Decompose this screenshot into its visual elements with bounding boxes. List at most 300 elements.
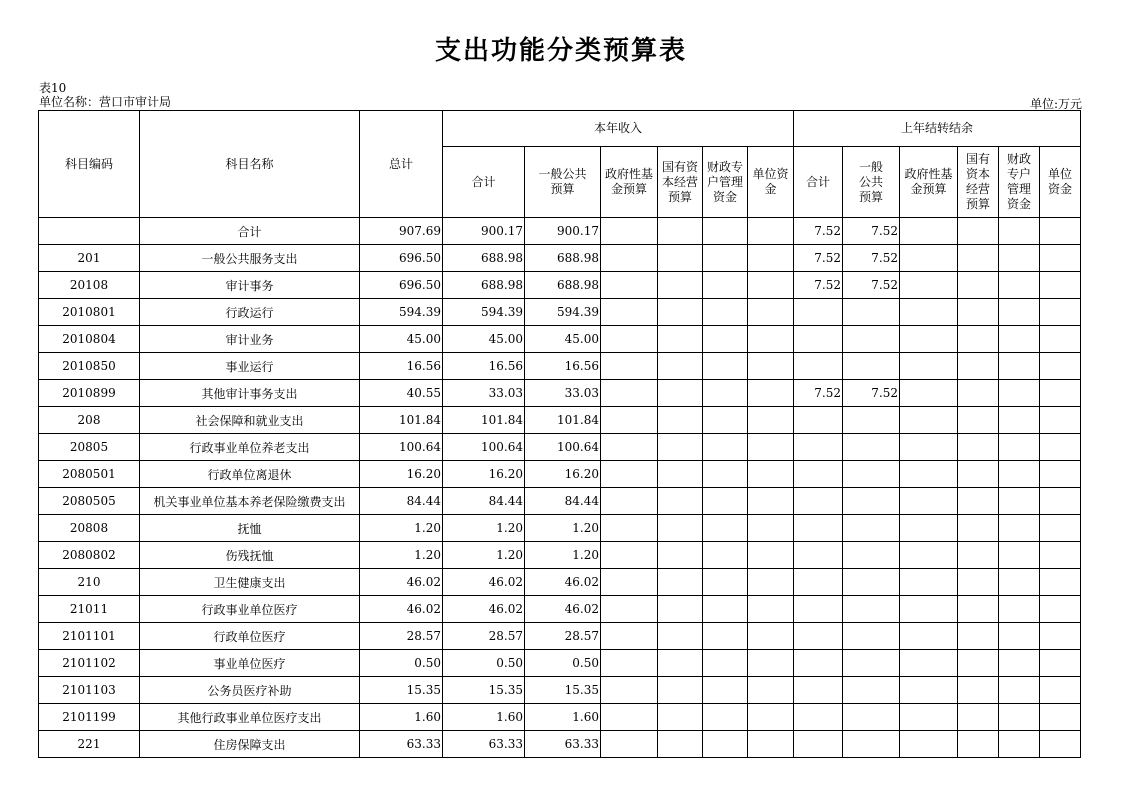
cell-current-unit-funds [748,704,794,731]
cell-current-sum: 0.50 [443,650,525,677]
header-total: 总计 [360,111,443,218]
cell-prior-state-capital [958,434,999,461]
cell-prior-unit-funds [1040,650,1081,677]
cell-current-general-budget: 46.02 [525,596,601,623]
cell-total: 63.33 [360,731,443,758]
cell-current-general-budget: 900.17 [525,218,601,245]
cell-total: 1.20 [360,542,443,569]
cell-code: 2101101 [39,623,140,650]
cell-current-special-account [703,650,748,677]
cell-current-special-account [703,461,748,488]
page-title: 支出功能分类预算表 [434,36,687,66]
cell-prior-general-budget [843,407,900,434]
cell-current-sum: 688.98 [443,245,525,272]
cell-current-fund-budget [601,299,658,326]
cell-current-special-account [703,731,748,758]
cell-prior-general-budget [843,353,900,380]
table-row [39,245,1081,272]
cell-prior-special-account [999,326,1040,353]
cell-prior-special-account [999,569,1040,596]
cell-prior-sum [794,488,843,515]
cell-name: 一般公共服务支出 [140,245,360,272]
cell-prior-general-budget [843,677,900,704]
cell-prior-state-capital [958,299,999,326]
cell-current-state-capital [658,353,703,380]
cell-prior-sum [794,596,843,623]
cell-prior-state-capital [958,596,999,623]
cell-name: 行政事业单位医疗 [140,596,360,623]
cell-current-unit-funds [748,596,794,623]
cell-code: 208 [39,407,140,434]
cell-current-general-budget: 33.03 [525,380,601,407]
cell-prior-state-capital [958,569,999,596]
header-prior-state-capital: 国有资本经营预算 [958,147,999,218]
cell-current-fund-budget [601,488,658,515]
cell-prior-fund-budget [900,704,958,731]
cell-prior-unit-funds [1040,299,1081,326]
table-row [39,434,1081,461]
cell-prior-fund-budget [900,623,958,650]
cell-current-unit-funds [748,569,794,596]
cell-current-state-capital [658,623,703,650]
cell-code: 221 [39,731,140,758]
cell-current-general-budget: 594.39 [525,299,601,326]
cell-prior-unit-funds [1040,677,1081,704]
cell-current-sum: 16.20 [443,461,525,488]
cell-prior-general-budget: 7.52 [843,245,900,272]
cell-prior-sum [794,434,843,461]
cell-current-general-budget: 84.44 [525,488,601,515]
cell-current-unit-funds [748,245,794,272]
cell-name: 行政事业单位养老支出 [140,434,360,461]
cell-prior-unit-funds [1040,434,1081,461]
cell-prior-state-capital [958,272,999,299]
cell-prior-unit-funds [1040,731,1081,758]
table-row [39,596,1081,623]
cell-prior-sum [794,515,843,542]
cell-code: 20805 [39,434,140,461]
header-current-sum: 合计 [443,147,525,218]
cell-prior-special-account [999,731,1040,758]
header-prior-special-account: 财政专户管理资金 [999,147,1040,218]
cell-current-general-budget: 16.20 [525,461,601,488]
cell-prior-sum: 7.52 [794,380,843,407]
cell-current-unit-funds [748,407,794,434]
cell-prior-general-budget [843,650,900,677]
header-code: 科目编码 [39,111,140,218]
cell-current-special-account [703,596,748,623]
cell-total: 594.39 [360,299,443,326]
cell-prior-special-account [999,677,1040,704]
cell-current-unit-funds [748,326,794,353]
cell-current-fund-budget [601,731,658,758]
cell-current-unit-funds [748,623,794,650]
cell-prior-special-account [999,272,1040,299]
cell-prior-special-account [999,542,1040,569]
cell-prior-sum [794,623,843,650]
cell-total: 907.69 [360,218,443,245]
cell-prior-general-budget [843,542,900,569]
cell-total: 45.00 [360,326,443,353]
cell-current-special-account [703,434,748,461]
cell-prior-state-capital [958,353,999,380]
cell-current-sum: 594.39 [443,299,525,326]
cell-current-unit-funds [748,353,794,380]
cell-prior-unit-funds [1040,704,1081,731]
cell-code: 2101199 [39,704,140,731]
cell-prior-state-capital [958,515,999,542]
cell-name: 伤残抚恤 [140,542,360,569]
cell-current-sum: 1.20 [443,542,525,569]
cell-prior-sum [794,407,843,434]
cell-current-unit-funds [748,218,794,245]
cell-prior-unit-funds [1040,461,1081,488]
cell-current-state-capital [658,407,703,434]
cell-name: 卫生健康支出 [140,569,360,596]
cell-prior-general-budget: 7.52 [843,380,900,407]
cell-prior-sum [794,461,843,488]
cell-prior-special-account [999,407,1040,434]
cell-prior-special-account [999,623,1040,650]
cell-current-general-budget: 100.64 [525,434,601,461]
cell-code: 2010899 [39,380,140,407]
table-row [39,380,1081,407]
table-row [39,272,1081,299]
cell-prior-state-capital [958,407,999,434]
cell-current-sum: 46.02 [443,569,525,596]
cell-current-sum: 100.64 [443,434,525,461]
cell-current-sum: 46.02 [443,596,525,623]
cell-current-special-account [703,623,748,650]
cell-current-general-budget: 28.57 [525,623,601,650]
cell-prior-unit-funds [1040,569,1081,596]
cell-current-fund-budget [601,542,658,569]
cell-current-special-account [703,218,748,245]
cell-code: 2101103 [39,677,140,704]
cell-prior-unit-funds [1040,596,1081,623]
cell-prior-fund-budget [900,677,958,704]
cell-prior-special-account [999,218,1040,245]
cell-prior-fund-budget [900,596,958,623]
cell-current-state-capital [658,461,703,488]
cell-current-state-capital [658,326,703,353]
table-row [39,353,1081,380]
table-row [39,569,1081,596]
cell-current-state-capital [658,677,703,704]
cell-current-fund-budget [601,380,658,407]
cell-code: 2010850 [39,353,140,380]
cell-name: 社会保障和就业支出 [140,407,360,434]
cell-prior-general-budget [843,299,900,326]
cell-prior-sum: 7.52 [794,218,843,245]
cell-current-state-capital [658,731,703,758]
table-row [39,488,1081,515]
cell-current-special-account [703,488,748,515]
cell-prior-unit-funds [1040,353,1081,380]
cell-prior-sum [794,569,843,596]
cell-prior-state-capital [958,704,999,731]
cell-name: 公务员医疗补助 [140,677,360,704]
cell-name: 行政单位医疗 [140,623,360,650]
cell-current-fund-budget [601,245,658,272]
cell-code: 2010801 [39,299,140,326]
cell-prior-general-budget [843,488,900,515]
unit-label: 单位:万元 [1029,97,1082,111]
cell-prior-sum: 7.52 [794,272,843,299]
header-current-special-account: 财政专户管理资金 [703,147,748,218]
cell-prior-unit-funds [1040,326,1081,353]
cell-code: 2080501 [39,461,140,488]
cell-name: 其他行政事业单位医疗支出 [140,704,360,731]
cell-current-unit-funds [748,461,794,488]
cell-prior-sum [794,353,843,380]
table-row [39,407,1081,434]
cell-current-sum: 45.00 [443,326,525,353]
cell-current-fund-budget [601,704,658,731]
header-current-state-capital: 国有资本经营预算 [658,147,703,218]
cell-prior-special-account [999,380,1040,407]
header-current-fund-budget: 政府性基金预算 [601,147,658,218]
cell-current-fund-budget [601,569,658,596]
cell-current-unit-funds [748,731,794,758]
cell-prior-sum [794,731,843,758]
cell-current-special-account [703,272,748,299]
cell-current-special-account [703,326,748,353]
cell-prior-unit-funds [1040,515,1081,542]
cell-current-state-capital [658,515,703,542]
table-row [39,218,1081,245]
cell-current-fund-budget [601,515,658,542]
cell-total: 28.57 [360,623,443,650]
cell-prior-general-budget [843,596,900,623]
cell-prior-fund-budget [900,218,958,245]
cell-total: 1.60 [360,704,443,731]
cell-current-general-budget: 15.35 [525,677,601,704]
cell-prior-unit-funds [1040,245,1081,272]
cell-prior-sum [794,677,843,704]
cell-prior-sum: 7.52 [794,245,843,272]
cell-current-special-account [703,677,748,704]
cell-prior-special-account [999,461,1040,488]
cell-total: 84.44 [360,488,443,515]
cell-prior-general-budget: 7.52 [843,218,900,245]
cell-name: 抚恤 [140,515,360,542]
cell-total: 100.64 [360,434,443,461]
table-row [39,623,1081,650]
cell-current-unit-funds [748,299,794,326]
cell-total: 101.84 [360,407,443,434]
table-row [39,542,1081,569]
cell-prior-special-account [999,704,1040,731]
header-prior-unit-funds: 单位资金 [1040,147,1081,218]
cell-prior-fund-budget [900,272,958,299]
cell-current-unit-funds [748,542,794,569]
cell-prior-general-budget [843,731,900,758]
cell-name: 合计 [140,218,360,245]
cell-prior-general-budget [843,326,900,353]
cell-current-sum: 28.57 [443,623,525,650]
cell-prior-general-budget [843,515,900,542]
cell-current-special-account [703,353,748,380]
cell-prior-sum [794,299,843,326]
cell-prior-general-budget: 7.52 [843,272,900,299]
cell-name: 事业单位医疗 [140,650,360,677]
cell-current-special-account [703,542,748,569]
cell-current-unit-funds [748,380,794,407]
cell-prior-special-account [999,245,1040,272]
cell-name: 审计业务 [140,326,360,353]
header-prior-general-budget: 一般公共预算 [843,147,900,218]
cell-current-sum: 1.20 [443,515,525,542]
cell-current-general-budget: 0.50 [525,650,601,677]
cell-code: 2080505 [39,488,140,515]
organization-name: 单位名称：营口市审计局 [39,95,172,109]
cell-prior-state-capital [958,677,999,704]
cell-prior-general-budget [843,623,900,650]
cell-current-fund-budget [601,326,658,353]
table-row [39,704,1081,731]
cell-prior-unit-funds [1040,488,1081,515]
cell-current-general-budget: 16.56 [525,353,601,380]
header-prior-year-carryover: 上年结转结余 [794,111,1081,147]
cell-code: 20108 [39,272,140,299]
cell-current-sum: 33.03 [443,380,525,407]
cell-current-state-capital [658,542,703,569]
cell-prior-fund-budget [900,650,958,677]
table-row [39,461,1081,488]
cell-prior-state-capital [958,326,999,353]
cell-code: 210 [39,569,140,596]
cell-current-general-budget: 101.84 [525,407,601,434]
cell-current-sum: 16.56 [443,353,525,380]
cell-code [39,218,140,245]
cell-name: 其他审计事务支出 [140,380,360,407]
cell-prior-state-capital [958,488,999,515]
cell-current-unit-funds [748,488,794,515]
cell-prior-fund-budget [900,245,958,272]
cell-current-fund-budget [601,596,658,623]
cell-code: 201 [39,245,140,272]
cell-total: 15.35 [360,677,443,704]
cell-name: 机关事业单位基本养老保险缴费支出 [140,488,360,515]
cell-current-general-budget: 45.00 [525,326,601,353]
header-prior-fund-budget: 政府性基金预算 [900,147,958,218]
cell-total: 1.20 [360,515,443,542]
cell-prior-fund-budget [900,299,958,326]
cell-code: 21011 [39,596,140,623]
header-current-general-budget: 一般公共预算 [525,147,601,218]
cell-total: 696.50 [360,245,443,272]
cell-current-fund-budget [601,434,658,461]
cell-code: 2080802 [39,542,140,569]
cell-current-sum: 688.98 [443,272,525,299]
table-number: 表10 [39,81,67,95]
header-current-unit-funds: 单位资金 [748,147,794,218]
cell-current-state-capital [658,596,703,623]
cell-current-state-capital [658,272,703,299]
cell-total: 46.02 [360,596,443,623]
cell-current-general-budget: 46.02 [525,569,601,596]
cell-current-fund-budget [601,272,658,299]
cell-total: 40.55 [360,380,443,407]
cell-prior-fund-budget [900,434,958,461]
cell-prior-state-capital [958,731,999,758]
cell-current-fund-budget [601,650,658,677]
cell-current-unit-funds [748,650,794,677]
cell-current-special-account [703,245,748,272]
cell-prior-unit-funds [1040,218,1081,245]
budget-table [38,110,1081,758]
cell-prior-state-capital [958,461,999,488]
cell-prior-fund-budget [900,515,958,542]
cell-prior-state-capital [958,650,999,677]
cell-prior-special-account [999,488,1040,515]
cell-current-sum: 15.35 [443,677,525,704]
cell-prior-general-budget [843,434,900,461]
cell-name: 行政单位离退休 [140,461,360,488]
cell-prior-special-account [999,353,1040,380]
cell-current-special-account [703,569,748,596]
table-row [39,731,1081,758]
cell-current-special-account [703,380,748,407]
cell-current-state-capital [658,299,703,326]
cell-prior-unit-funds [1040,380,1081,407]
cell-prior-fund-budget [900,488,958,515]
cell-prior-fund-budget [900,353,958,380]
cell-prior-sum [794,704,843,731]
cell-current-state-capital [658,218,703,245]
cell-prior-special-account [999,650,1040,677]
cell-code: 20808 [39,515,140,542]
cell-total: 696.50 [360,272,443,299]
cell-name: 住房保障支出 [140,731,360,758]
cell-prior-general-budget [843,461,900,488]
cell-current-special-account [703,407,748,434]
cell-current-fund-budget [601,407,658,434]
cell-current-general-budget: 688.98 [525,272,601,299]
cell-prior-fund-budget [900,569,958,596]
cell-current-fund-budget [601,218,658,245]
cell-prior-sum [794,650,843,677]
cell-code: 2101102 [39,650,140,677]
cell-prior-sum [794,326,843,353]
cell-prior-unit-funds [1040,407,1081,434]
cell-current-special-account [703,299,748,326]
cell-current-state-capital [658,650,703,677]
cell-prior-fund-budget [900,542,958,569]
cell-current-state-capital [658,488,703,515]
cell-prior-special-account [999,299,1040,326]
cell-current-fund-budget [601,461,658,488]
table-row [39,677,1081,704]
cell-current-unit-funds [748,677,794,704]
cell-prior-unit-funds [1040,542,1081,569]
cell-prior-special-account [999,515,1040,542]
header-current-year-income: 本年收入 [443,111,794,147]
cell-current-state-capital [658,434,703,461]
cell-prior-fund-budget [900,326,958,353]
cell-current-sum: 101.84 [443,407,525,434]
cell-prior-special-account [999,596,1040,623]
cell-current-state-capital [658,380,703,407]
cell-current-special-account [703,515,748,542]
cell-prior-fund-budget [900,731,958,758]
cell-prior-unit-funds [1040,272,1081,299]
table-row [39,515,1081,542]
cell-prior-sum [794,542,843,569]
table-row [39,326,1081,353]
header-name: 科目名称 [140,111,360,218]
